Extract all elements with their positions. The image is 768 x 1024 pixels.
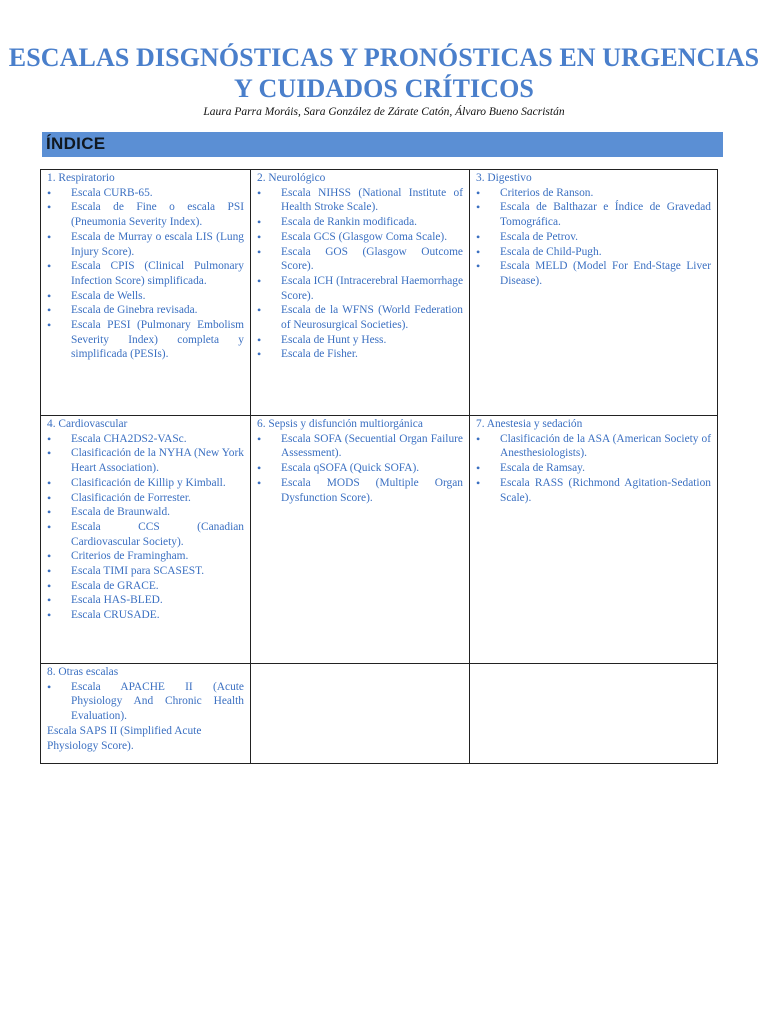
- authors-line: Laura Parra Moráis, Sara González de Zárate Catón, Álvaro Bueno Sacristán: [203, 106, 565, 118]
- list-item: • Escala MELD (Model For End-Stage Liver Disease).: [476, 259, 711, 288]
- list-item: • Escala TIMI para SCASEST.: [47, 564, 244, 579]
- section-heading: 3. Digestivo: [476, 172, 532, 184]
- plain-list-item: Escala SAPS II (Simplified Acute Physiology Score).: [47, 724, 202, 752]
- section-heading: 2. Neurológico: [257, 172, 326, 184]
- list-item: • Escala de Ramsay.: [476, 461, 711, 476]
- section-heading: 4. Cardiovascular: [47, 418, 128, 430]
- list-item: • Criterios de Framingham.: [47, 549, 244, 564]
- title-line-1: ESCALAS DISGNÓSTICAS Y PRONÓSTICAS EN URGENCIAS: [8, 43, 760, 72]
- section-list: [47, 432, 244, 623]
- index-heading-bar: [42, 132, 723, 157]
- list-item: • Escala CRUSADE.: [47, 608, 244, 623]
- index-row-2: [41, 416, 718, 664]
- section-list: [47, 680, 244, 724]
- section-list: [47, 186, 244, 362]
- section-list: [476, 186, 711, 289]
- list-item: • Escala de Fine o escala PSI (Pneumonia Severity Index).: [47, 200, 244, 229]
- list-item: • Clasificación de la NYHA (New York Heart Association).: [47, 446, 244, 475]
- list-item: • Escala GCS (Glasgow Coma Scale).: [257, 230, 463, 245]
- list-item: • Escala de Wells.: [47, 289, 244, 304]
- empty-cell: [470, 664, 718, 764]
- list-item: • Escala CPIS (Clinical Pulmonary Infection Score) simplificada.: [47, 259, 244, 288]
- index-row-3: [41, 664, 718, 764]
- list-item: • Clasificación de la ASA (American Society of Anesthesiologists).: [476, 432, 711, 461]
- section-neurologico: [251, 170, 470, 416]
- list-item: • Escala de Balthazar e Índice de Gravedad Tomográfica.: [476, 200, 711, 229]
- list-item: • Clasificación de Killip y Kimball.: [47, 476, 244, 491]
- list-item: • Escala de la WFNS (World Federation of Neurosurgical Societies).: [257, 303, 463, 332]
- index-heading: ÍNDICE: [46, 134, 106, 153]
- list-item: • Escala GOS (Glasgow Outcome Score).: [257, 245, 463, 274]
- document-title: [0, 42, 768, 104]
- list-item: • Escala CHA2DS2-VASc.: [47, 432, 244, 447]
- index-row-1: [41, 170, 718, 416]
- list-item: • Criterios de Ranson.: [476, 186, 711, 201]
- section-sepsis: [251, 416, 470, 664]
- list-item: • Escala de Petrov.: [476, 230, 711, 245]
- section-heading: 6. Sepsis y disfunción multiorgánica: [257, 418, 423, 430]
- list-item: • Escala APACHE II (Acute Physiology And Chronic Health Evaluation).: [47, 680, 244, 724]
- section-digestivo: [470, 170, 718, 416]
- section-list: [257, 432, 463, 506]
- section-heading: 1. Respiratorio: [47, 172, 115, 184]
- section-cardiovascular: [41, 416, 251, 664]
- section-otras: [41, 664, 251, 764]
- list-item: • Clasificación de Forrester.: [47, 491, 244, 506]
- section-heading: 7. Anestesia y sedación: [476, 418, 583, 430]
- list-item: • Escala de Hunt y Hess.: [257, 333, 463, 348]
- section-anestesia: [470, 416, 718, 664]
- list-item: • Escala de Rankin modificada.: [257, 215, 463, 230]
- list-item: • Escala de Murray o escala LIS (Lung Injury Score).: [47, 230, 244, 259]
- index-table: [40, 169, 718, 764]
- list-item: • Escala de Child-Pugh.: [476, 245, 711, 260]
- list-item: • Escala SOFA (Secuential Organ Failure Assessment).: [257, 432, 463, 461]
- list-item: • Escala RASS (Richmond Agitation-Sedation Scale).: [476, 476, 711, 505]
- list-item: • Escala de GRACE.: [47, 579, 244, 594]
- list-item: • Escala NIHSS (National Institute of Health Stroke Scale).: [257, 186, 463, 215]
- title-line-2: Y CUIDADOS CRÍTICOS: [234, 74, 534, 103]
- empty-cell: [251, 664, 470, 764]
- list-item: • Escala de Fisher.: [257, 347, 463, 362]
- section-list: [257, 186, 463, 362]
- list-item: • Escala de Ginebra revisada.: [47, 303, 244, 318]
- list-item: • Escala MODS (Multiple Organ Dysfunction Score).: [257, 476, 463, 505]
- section-list: [476, 432, 711, 506]
- list-item: • Escala CCS (Canadian Cardiovascular Society).: [47, 520, 244, 549]
- list-item: • Escala qSOFA (Quick SOFA).: [257, 461, 463, 476]
- section-heading: 8. Otras escalas: [47, 666, 119, 678]
- list-item: • Escala HAS-BLED.: [47, 593, 244, 608]
- list-item: • Escala CURB-65.: [47, 186, 244, 201]
- section-respiratorio: [41, 170, 251, 416]
- list-item: • Escala PESI (Pulmonary Embolism Severity Index) completa y simplificada (PESIs).: [47, 318, 244, 362]
- list-item: • Escala de Braunwald.: [47, 505, 244, 520]
- list-item: • Escala ICH (Intracerebral Haemorrhage Score).: [257, 274, 463, 303]
